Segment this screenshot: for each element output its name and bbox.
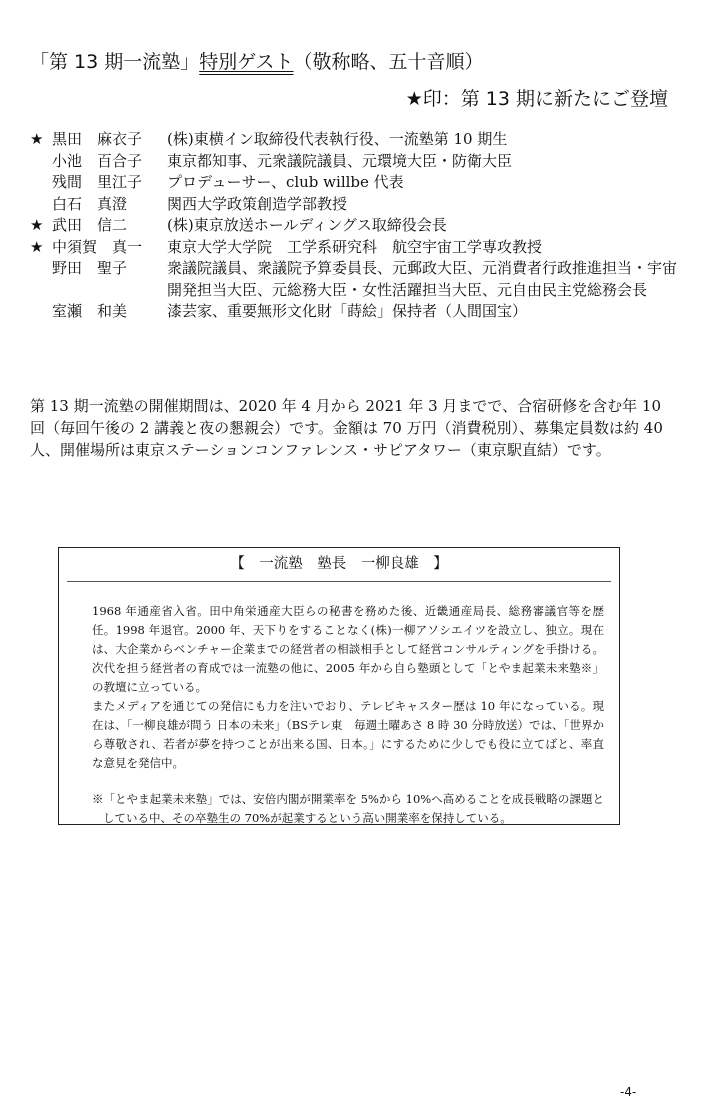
heading-special-guest: 特別ゲスト — [199, 51, 294, 73]
guest-star-mark: ★ — [30, 130, 44, 148]
heading-title: 「第 13 期一流塾」 — [30, 51, 200, 73]
guest-name: 室瀬 和美 — [52, 302, 128, 320]
guest-row — [30, 215, 680, 237]
program-description: 第 13 期一流塾の開催期間は、2020 年 4 月から 2021 年 3 月までで、合宿研修を含む年 10 回（毎回午後の 2 講義と夜の懇親会）です。金額は 70 万円（消費税別）、募集定員数は約 40 人、開催場所は東京ステーションコンファレンス・サピアタワー（東京駅直結）です。 — [30, 397, 663, 459]
heading-order-note: （敬称略、五十音順） — [293, 51, 484, 73]
guest-name: 野田 聖子 — [52, 259, 128, 277]
guest-name: 小池 百合子 — [52, 151, 143, 170]
section-heading — [30, 50, 670, 74]
profile-body — [92, 602, 604, 828]
guest-star-mark — [30, 194, 52, 216]
guest-title: 東京大学大学院 工学系研究科 航空宇宙工学専攻教授 — [167, 237, 543, 256]
guest-title: 衆議院議員、衆議院予算委員長、元郵政大臣、元消費者行政推進担当・宇宙開発担当大臣、元総務大臣・女性活躍担当大臣、元自由民主党総務会長 — [167, 259, 678, 299]
guest-row — [30, 237, 680, 259]
guest-name: 残間 里江子 — [52, 173, 143, 191]
guest-star-mark: ★ — [30, 216, 44, 234]
guest-row — [30, 194, 680, 216]
guest-list — [30, 129, 680, 323]
principal-profile-box — [58, 547, 620, 825]
profile-divider — [67, 581, 611, 582]
profile-title: 【 一流塾 塾長 一柳良雄 】 — [230, 556, 448, 572]
guest-title: (株)東横イン取締役代表執行役、一流塾第 10 期生 — [167, 130, 508, 148]
guest-star-mark — [30, 172, 52, 194]
guest-name: 武田 信二 — [52, 216, 128, 234]
guest-title: 関西大学政策創造学部教授 — [167, 194, 348, 213]
guest-row — [30, 172, 680, 194]
guest-star-mark — [30, 258, 52, 301]
guest-row — [30, 301, 680, 323]
profile-paragraph-career: 1968 年通産省入省。田中角栄通産大臣らの秘書を務めた後、近畿通産局長、総務審議官等を歴任。1998 年退官。2000 年、天下りをすることなく(株)一柳アソシエイツを設立し、独立。現在は、大企業からベンチャー企業までの経営者の相談相手として経営コンサルティングを手掛ける。次代を担う経営者の育成では一流塾の他に、2005 年から自ら塾頭として「とやま起業未来塾※」の教壇に立っている。 — [92, 604, 604, 694]
guest-row — [30, 151, 680, 173]
guest-title: 漆芸家、重要無形文化財「蒔絵」保持者（人間国宝） — [167, 302, 528, 320]
profile-paragraph-media: またメディアを通じての発信にも力を注いでおり、テレビキャスター歴は 10 年になっている。現在は、「一柳良雄が問う 日本の未来」（BSテレ東 毎週土曜あさ 8 時 30 分時放送）では、「世界から尊敬され、若者が夢を持つことが出来る国、日本。」にするために少しでも役に立てばと、率直な意見を発信中。 — [92, 699, 604, 770]
guest-star-mark: ★ — [30, 237, 44, 256]
profile-footnote: ※「とやま起業未来塾」では、安倍内閣が開業率を 5%から 10%へ高めることを成長戦略の課題としている中、その卒塾生の 70%が起業するという高い開業率を保持している。 — [92, 792, 604, 825]
guest-title: (株)東京放送ホールディングス取締役会長 — [167, 216, 447, 234]
guest-name: 白石 真澄 — [52, 194, 128, 213]
guest-star-mark — [30, 301, 52, 323]
profile-spacer — [92, 773, 604, 790]
guest-name: 中須賀 真一 — [52, 237, 143, 256]
guest-title: プロデューサー、club willbe 代表 — [167, 173, 404, 191]
guest-row — [30, 129, 680, 151]
star-legend: ★印：第 13 期に新たにご登壇 — [405, 88, 668, 110]
guest-name: 黒田 麻衣子 — [52, 130, 143, 148]
guest-row — [30, 258, 680, 301]
page-number: -4- — [620, 1085, 637, 1099]
guest-title: 東京都知事、元衆議院議員、元環境大臣・防衛大臣 — [167, 151, 513, 170]
guest-star-mark — [30, 151, 52, 173]
